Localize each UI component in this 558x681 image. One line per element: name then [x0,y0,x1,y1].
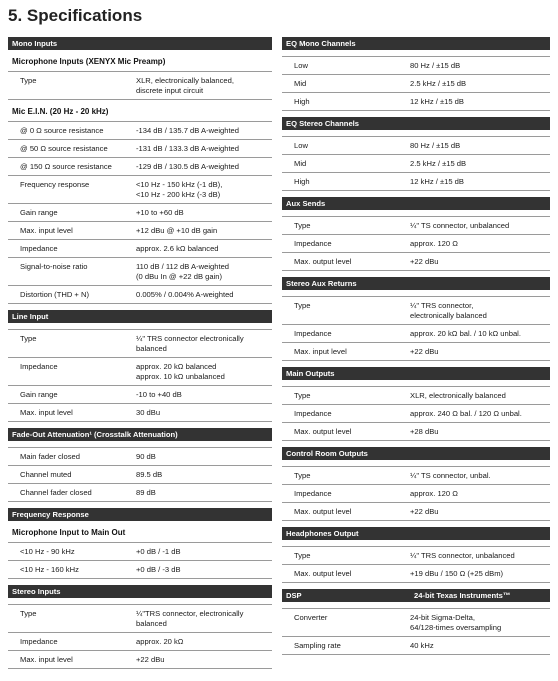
section-header [282,447,550,460]
spec-value: XLR, electronically balanced [410,391,506,400]
spec-label: Type [20,334,37,343]
spec-label: Max. output level [294,507,352,516]
section-stereo-aux-returns [282,277,550,361]
spec-row [8,240,272,258]
spec-row [8,176,272,204]
spec-label: Type [20,609,37,618]
section-title: EQ Mono Channels [286,39,356,48]
spec-value: +10 to +60 dB [136,208,184,217]
spec-label: Signal-to-noise ratio [20,262,88,271]
section-header [282,527,550,540]
spec-label: Type [20,76,37,85]
spec-row [282,297,550,325]
section-title-value: 24-bit Texas Instruments™ [414,591,511,600]
spec-value: ¼" TRS connector electronically balanced [136,334,244,353]
spec-label: <10 Hz - 90 kHz [20,547,75,556]
spec-row [282,217,550,235]
spec-value: approx. 120 Ω [410,239,458,248]
spec-value: approx. 240 Ω bal. / 120 Ω unbal. [410,409,522,418]
spec-row [8,140,272,158]
spec-row [8,466,272,484]
page-title: 5. Specifications [8,6,143,25]
spec-label: High [294,177,310,186]
spec-row [282,343,550,361]
spec-value: +0 dB / -1 dB [136,547,181,556]
section-stereo-inputs [8,585,272,669]
section-headphones-output [282,527,550,583]
spec-label: Mid [294,79,307,88]
section-header [8,37,272,50]
spec-label: Type [294,301,311,310]
spec-label: Max. output level [294,569,352,578]
spec-value: 80 Hz / ±15 dB [410,141,461,150]
spec-label: Mid [294,159,307,168]
spec-label: Gain range [20,390,58,399]
spec-row [8,358,272,386]
spec-label: Low [294,61,308,70]
section-title: Line Input [12,312,49,321]
spec-value: 30 dBu [136,408,161,417]
section-header [282,367,550,380]
spec-row [282,485,550,503]
spec-label: High [294,97,310,106]
spec-row [282,637,550,655]
section-main-outputs [282,367,550,441]
spec-row [282,235,550,253]
section-mono-inputs [8,37,272,304]
spec-label: @ 150 Ω source resistance [20,162,112,171]
spec-label: Converter [294,613,328,622]
spec-row [282,387,550,405]
spec-rows [282,386,550,441]
spec-rows [282,136,550,191]
spec-value: approx. 20 kΩ [136,637,184,646]
spec-row [8,222,272,240]
spec-value: +22 dBu [410,347,439,356]
section-header [8,585,272,598]
spec-value: ¼" TS connector, unbal. [410,471,491,480]
spec-value: +0 dB / -3 dB [136,565,181,574]
subsection-title: Mic E.I.N. (20 Hz - 20 kHz) [12,107,109,116]
spec-label: Impedance [294,409,332,418]
spec-row [282,57,550,75]
spec-label: Type [294,551,311,560]
spec-label: @ 50 Ω source resistance [20,144,108,153]
spec-label: Channel muted [20,470,72,479]
subsection-title: Microphone Input to Main Out [12,528,126,537]
spec-value: -10 to +40 dB [136,390,182,399]
section-title: Frequency Response [12,510,89,519]
spec-label: Sampling rate [294,641,341,650]
section-eq-mono-channels [282,37,550,111]
spec-row [8,448,272,466]
spec-row [282,405,550,423]
spec-value: -134 dB / 135.7 dB A-weighted [136,126,240,135]
spec-value: +28 dBu [410,427,439,436]
spec-value: 110 dB / 112 dB A-weighted (0 dBu In @ +22 dB gain) [136,262,230,281]
left-spec-column [8,37,272,675]
spec-label: Impedance [294,239,332,248]
section-title: Headphones Output [286,529,359,538]
section-title: EQ Stereo Channels [286,119,360,128]
spec-value: approx. 2.6 kΩ balanced [136,244,219,253]
spec-rows [282,216,550,271]
section-header [8,310,272,323]
spec-value: 80 Hz / ±15 dB [410,61,461,70]
section-eq-stereo-channels [282,117,550,191]
spec-row [8,605,272,633]
spec-label: Frequency response [20,180,90,189]
spec-row [8,543,272,561]
spec-label: Max. input level [294,347,347,356]
spec-label: Impedance [20,637,58,646]
spec-value: 90 dB [136,452,156,461]
spec-rows [282,56,550,111]
section-title: DSP [286,591,302,600]
spec-row [282,423,550,441]
section-title: Control Room Outputs [286,449,368,458]
spec-value: XLR, electronically balanced, discrete input circuit [136,76,234,95]
spec-label: Impedance [294,329,332,338]
spec-row [282,155,550,173]
spec-rows [8,121,272,304]
spec-row [8,72,272,100]
subsection-title: Microphone Inputs (XENYX Mic Preamp) [12,57,166,66]
spec-row [8,386,272,404]
spec-row [282,467,550,485]
spec-label: Type [294,391,311,400]
spec-value: -131 dB / 133.3 dB A-weighted [136,144,240,153]
spec-row [282,609,550,637]
spec-label: Distortion (THD + N) [20,290,89,299]
spec-row [282,253,550,271]
spec-label: Max. input level [20,226,73,235]
spec-label: Gain range [20,208,58,217]
spec-row [8,286,272,304]
spec-rows [8,542,272,579]
spec-value: 0.005% / 0.004% A-weighted [136,290,234,299]
spec-value: 2.5 kHz / ±15 dB [410,79,467,88]
section-header [8,428,272,441]
spec-row [8,158,272,176]
spec-row [282,503,550,521]
spec-value: 12 kHz / ±15 dB [410,177,464,186]
spec-value: 2.5 kHz / ±15 dB [410,159,467,168]
spec-row [282,173,550,191]
section-fade-out-attenuation-crosstalk-attenuation [8,428,272,502]
spec-label: @ 0 Ω source resistance [20,126,104,135]
spec-label: Impedance [20,362,58,371]
section-header [282,37,550,50]
spec-value: <10 Hz - 150 kHz (-1 dB), <10 Hz - 200 kHz (-3 dB) [136,180,223,199]
section-title: Stereo Aux Returns [286,279,357,288]
spec-rows [282,608,550,655]
spec-label: Max. input level [20,408,73,417]
section-title: Aux Sends [286,199,326,208]
spec-value: ¼" TRS connector, unbalanced [410,551,515,560]
spec-row [8,484,272,502]
spec-rows [8,329,272,422]
spec-label: Type [294,471,311,480]
spec-label: Low [294,141,308,150]
section-control-room-outputs [282,447,550,521]
spec-row [282,547,550,565]
spec-value: +19 dBu / 150 Ω (+25 dBm) [410,569,504,578]
spec-row [282,565,550,583]
spec-row [8,404,272,422]
section-aux-sends [282,197,550,271]
section-frequency-response [8,508,272,579]
section-header [282,197,550,210]
spec-value: -129 dB / 130.5 dB A-weighted [136,162,240,171]
spec-value: 89 dB [136,488,156,497]
spec-label: Type [294,221,311,230]
section-header [282,277,550,290]
spec-label: <10 Hz - 160 kHz [20,565,79,574]
spec-rows [8,604,272,669]
spec-rows [282,546,550,583]
spec-value: 89.5 dB [136,470,163,479]
spec-value: approx. 20 kΩ balanced approx. 10 kΩ unbalanced [136,362,225,381]
spec-row [8,258,272,286]
spec-value: +22 dBu [410,257,439,266]
spec-row [282,93,550,111]
spec-value: +22 dBu [410,507,439,516]
section-title: Fade-Out Attenuation¹ (Crosstalk Attenuation) [12,430,178,439]
spec-label: Main fader closed [20,452,80,461]
section-header [8,508,272,521]
right-spec-column [282,37,550,661]
spec-label: Max. output level [294,427,352,436]
spec-label: Impedance [294,489,332,498]
spec-row [8,633,272,651]
spec-row [8,204,272,222]
spec-value: 40 kHz [410,641,434,650]
spec-row [282,75,550,93]
spec-value: +22 dBu [136,655,165,664]
spec-value: 12 kHz / ±15 dB [410,97,464,106]
spec-value: approx. 20 kΩ bal. / 10 kΩ unbal. [410,329,521,338]
section-line-input [8,310,272,422]
spec-row [8,330,272,358]
spec-value: 24-bit Sigma-Delta, 64/128-times oversampling [410,613,502,632]
spec-value: ¼" TS connector, unbalanced [410,221,510,230]
spec-value: +12 dBu @ +10 dB gain [136,226,218,235]
section-title: Main Outputs [286,369,335,378]
spec-rows [8,447,272,502]
spec-row [8,561,272,579]
spec-value: ¼" TRS connector, electronically balanced [410,301,487,320]
spec-row [282,325,550,343]
spec-row [8,122,272,140]
section-title: Stereo Inputs [12,587,61,596]
spec-rows [282,466,550,521]
spec-row [282,137,550,155]
spec-label: Max. input level [20,655,73,664]
spec-rows [282,296,550,361]
spec-rows [8,71,272,100]
section-title: Mono Inputs [12,39,58,48]
section-header [282,589,550,602]
spec-label: Impedance [20,244,58,253]
section-dsp [282,589,550,655]
section-header [282,117,550,130]
spec-value: ¼"TRS connector, electronically balanced [136,609,244,628]
spec-row [8,651,272,669]
spec-label: Channel fader closed [20,488,92,497]
spec-value: approx. 120 Ω [410,489,458,498]
spec-label: Max. output level [294,257,352,266]
